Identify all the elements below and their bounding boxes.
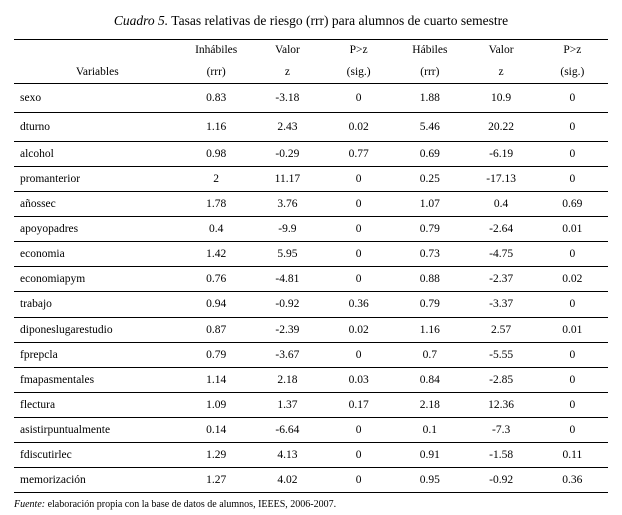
- cell-habiles-z: -1.58: [465, 443, 536, 468]
- header-cell: P>z: [323, 39, 394, 61]
- cell-habiles-sig: 0: [537, 292, 608, 317]
- cell-habiles-rrr: 0.1: [394, 417, 465, 442]
- cell-inhabiles-sig: 0: [323, 443, 394, 468]
- cell-inhabiles-sig: 0.03: [323, 367, 394, 392]
- cell-inhabiles-rrr: 0.4: [181, 217, 252, 242]
- header-cell: Variables: [75, 65, 119, 78]
- cell-habiles-z: 10.9: [465, 83, 536, 112]
- table-row: [14, 141, 608, 166]
- variable-name: fmapasmentales: [14, 367, 181, 392]
- cell-inhabiles-z: -0.29: [252, 141, 323, 166]
- header-cell: (rrr): [206, 65, 226, 78]
- cell-habiles-sig: 0: [537, 417, 608, 442]
- cell-inhabiles-rrr: 0.87: [181, 317, 252, 342]
- cell-habiles-z: -0.92: [465, 468, 536, 493]
- table-header-row-1: [14, 39, 608, 61]
- cell-inhabiles-rrr: 0.79: [181, 342, 252, 367]
- cell-habiles-sig: 0.01: [537, 317, 608, 342]
- cell-inhabiles-z: 5.95: [252, 242, 323, 267]
- cell-habiles-sig: 0.11: [537, 443, 608, 468]
- cell-habiles-z: 20.22: [465, 112, 536, 141]
- cell-habiles-sig: 0: [537, 166, 608, 191]
- cell-habiles-sig: 0: [537, 392, 608, 417]
- cell-inhabiles-rrr: 1.29: [181, 443, 252, 468]
- variable-name: dturno: [14, 112, 181, 141]
- cell-inhabiles-sig: 0: [323, 217, 394, 242]
- variable-name: fdiscutirlec: [14, 443, 181, 468]
- cell-habiles-rrr: 0.73: [394, 242, 465, 267]
- cell-inhabiles-rrr: 0.76: [181, 267, 252, 292]
- cell-inhabiles-rrr: 1.27: [181, 468, 252, 493]
- cell-inhabiles-sig: 0: [323, 83, 394, 112]
- header-cell: Inhábiles: [181, 39, 252, 61]
- cell-inhabiles-rrr: 0.14: [181, 417, 252, 442]
- cell-habiles-rrr: 0.79: [394, 292, 465, 317]
- cell-habiles-rrr: 0.95: [394, 468, 465, 493]
- cell-habiles-rrr: 0.7: [394, 342, 465, 367]
- cell-habiles-rrr: 2.18: [394, 392, 465, 417]
- cell-inhabiles-rrr: 2: [181, 166, 252, 191]
- variable-name: apoyopadres: [14, 217, 181, 242]
- cell-habiles-sig: 0: [537, 112, 608, 141]
- caption-text: Tasas relativas de riesgo (rrr) para alumnos de cuarto semestre: [168, 13, 509, 28]
- header-cell: z: [498, 65, 504, 78]
- variable-name: economiapym: [14, 267, 181, 292]
- cell-habiles-sig: 0.02: [537, 267, 608, 292]
- cell-inhabiles-sig: 0.36: [323, 292, 394, 317]
- table-row: [14, 342, 608, 367]
- cell-inhabiles-z: 1.37: [252, 392, 323, 417]
- header-cell: [14, 39, 181, 61]
- variable-name: memorización: [14, 468, 181, 493]
- variable-name: promanterior: [14, 166, 181, 191]
- cell-inhabiles-z: -3.18: [252, 83, 323, 112]
- cell-habiles-sig: 0: [537, 141, 608, 166]
- cell-inhabiles-sig: 0: [323, 267, 394, 292]
- cell-habiles-z: 2.57: [465, 317, 536, 342]
- table-bottom-rule: [14, 493, 608, 494]
- header-cell: Hábiles: [394, 39, 465, 61]
- cell-inhabiles-rrr: 0.94: [181, 292, 252, 317]
- variable-name: añossec: [14, 192, 181, 217]
- table-row: [14, 242, 608, 267]
- table-row: [14, 392, 608, 417]
- cell-habiles-rrr: 1.07: [394, 192, 465, 217]
- cell-inhabiles-sig: 0.02: [323, 112, 394, 141]
- caption-label: Cuadro 5.: [113, 13, 169, 28]
- cell-habiles-z: 0.4: [465, 192, 536, 217]
- variable-name: economia: [14, 242, 181, 267]
- cell-habiles-z: -6.19: [465, 141, 536, 166]
- cell-habiles-rrr: 5.46: [394, 112, 465, 141]
- header-cell: z: [284, 65, 290, 78]
- header-cell: (rrr): [420, 65, 440, 78]
- cell-habiles-z: -4.75: [465, 242, 536, 267]
- cell-inhabiles-z: 4.02: [252, 468, 323, 493]
- table-row: [14, 192, 608, 217]
- table-row: [14, 166, 608, 191]
- cell-inhabiles-z: 2.43: [252, 112, 323, 141]
- cell-inhabiles-rrr: 1.78: [181, 192, 252, 217]
- variable-name: flectura: [14, 392, 181, 417]
- table-row: [14, 443, 608, 468]
- cell-inhabiles-rrr: 1.09: [181, 392, 252, 417]
- cell-habiles-rrr: 0.69: [394, 141, 465, 166]
- cell-habiles-z: -17.13: [465, 166, 536, 191]
- cell-inhabiles-sig: 0: [323, 417, 394, 442]
- table-row: [14, 317, 608, 342]
- cell-habiles-z: -2.64: [465, 217, 536, 242]
- cell-inhabiles-z: 3.76: [252, 192, 323, 217]
- table-row: [14, 367, 608, 392]
- cell-habiles-rrr: 0.25: [394, 166, 465, 191]
- variable-name: diponeslugarestudio: [14, 317, 181, 342]
- cell-inhabiles-sig: 0.77: [323, 141, 394, 166]
- cell-habiles-sig: 0: [537, 242, 608, 267]
- table-row: [14, 417, 608, 442]
- cell-habiles-sig: 0: [537, 367, 608, 392]
- header-cell: (sig.): [560, 65, 585, 78]
- cell-habiles-sig: 0: [537, 83, 608, 112]
- variable-name: alcohol: [14, 141, 181, 166]
- variable-name: sexo: [14, 83, 181, 112]
- cell-inhabiles-z: 4.13: [252, 443, 323, 468]
- table-header-row-2: [14, 61, 608, 84]
- variable-name: fprepcla: [14, 342, 181, 367]
- cell-inhabiles-z: -6.64: [252, 417, 323, 442]
- cell-inhabiles-rrr: 1.42: [181, 242, 252, 267]
- header-cell: Valor: [252, 39, 323, 61]
- cell-inhabiles-rrr: 1.14: [181, 367, 252, 392]
- cell-inhabiles-z: -9.9: [252, 217, 323, 242]
- variable-name: asistirpuntualmente: [14, 417, 181, 442]
- cell-habiles-z: -3.37: [465, 292, 536, 317]
- table-row: [14, 468, 608, 493]
- cell-inhabiles-z: 11.17: [252, 166, 323, 191]
- table-row: [14, 83, 608, 112]
- header-cell: Valor: [465, 39, 536, 61]
- cell-habiles-z: 12.36: [465, 392, 536, 417]
- cell-inhabiles-sig: 0: [323, 468, 394, 493]
- cell-habiles-rrr: 1.16: [394, 317, 465, 342]
- cell-inhabiles-z: 2.18: [252, 367, 323, 392]
- table-row: [14, 292, 608, 317]
- rrr-table: [14, 39, 608, 493]
- cell-habiles-z: -2.37: [465, 267, 536, 292]
- cell-inhabiles-z: -4.81: [252, 267, 323, 292]
- cell-inhabiles-rrr: 0.98: [181, 141, 252, 166]
- cell-inhabiles-z: -2.39: [252, 317, 323, 342]
- cell-inhabiles-sig: 0: [323, 342, 394, 367]
- cell-inhabiles-sig: 0: [323, 166, 394, 191]
- cell-habiles-sig: 0: [537, 342, 608, 367]
- source-label: Fuente:: [14, 499, 46, 511]
- variable-name: trabajo: [14, 292, 181, 317]
- cell-habiles-z: -7.3: [465, 417, 536, 442]
- table-source-note: [14, 498, 608, 511]
- cell-habiles-rrr: 0.84: [394, 367, 465, 392]
- table-row: [14, 112, 608, 141]
- cell-inhabiles-rrr: 1.16: [181, 112, 252, 141]
- table-row: [14, 217, 608, 242]
- cell-habiles-rrr: 1.88: [394, 83, 465, 112]
- header-cell: P>z: [537, 39, 608, 61]
- cell-habiles-rrr: 0.79: [394, 217, 465, 242]
- cell-habiles-sig: 0.69: [537, 192, 608, 217]
- table-row: [14, 267, 608, 292]
- cell-habiles-sig: 0.36: [537, 468, 608, 493]
- cell-inhabiles-rrr: 0.83: [181, 83, 252, 112]
- cell-inhabiles-z: -3.67: [252, 342, 323, 367]
- cell-inhabiles-z: -0.92: [252, 292, 323, 317]
- cell-habiles-sig: 0.01: [537, 217, 608, 242]
- source-text: elaboración propia con la base de datos de alumnos, IEEES, 2006-2007.: [45, 499, 337, 511]
- cell-inhabiles-sig: 0.02: [323, 317, 394, 342]
- cell-habiles-z: -5.55: [465, 342, 536, 367]
- cell-inhabiles-sig: 0.17: [323, 392, 394, 417]
- cell-habiles-z: -2.85: [465, 367, 536, 392]
- cell-inhabiles-sig: 0: [323, 192, 394, 217]
- header-cell: (sig.): [346, 65, 371, 78]
- cell-habiles-rrr: 0.88: [394, 267, 465, 292]
- cell-habiles-rrr: 0.91: [394, 443, 465, 468]
- table-caption: [14, 13, 608, 30]
- cell-inhabiles-sig: 0: [323, 242, 394, 267]
